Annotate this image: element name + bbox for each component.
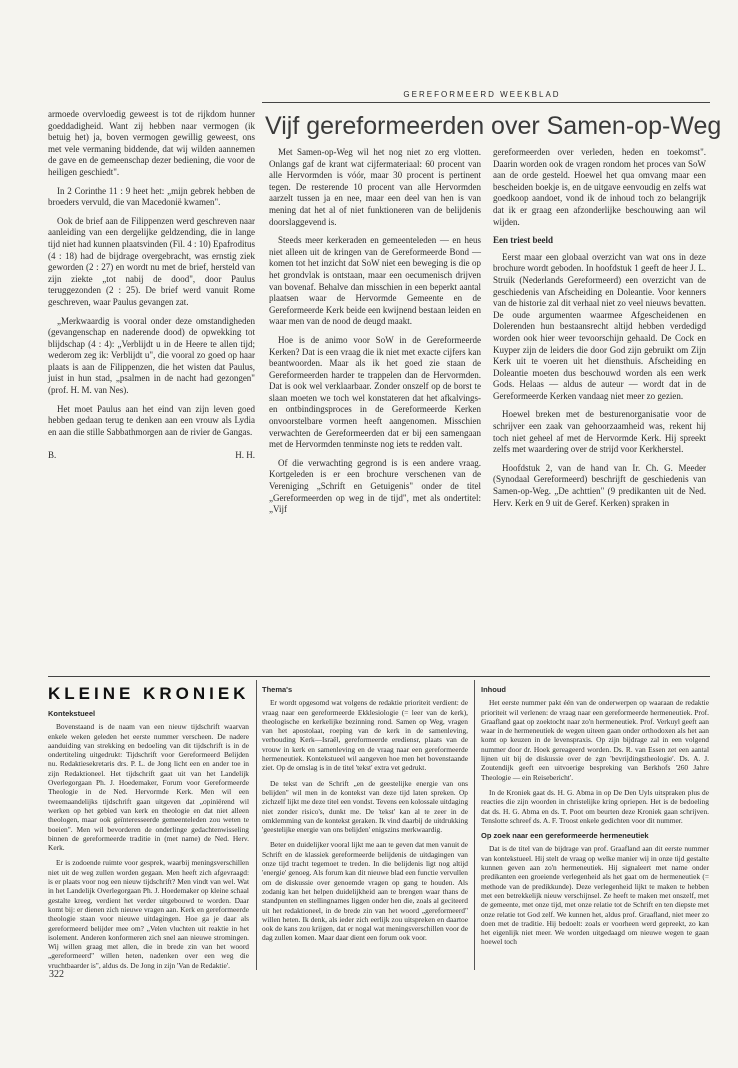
signature	[48, 450, 255, 462]
article-column-2	[493, 147, 706, 516]
paragraph: Met Samen-op-Weg wil het nog niet zo erg vlotten. Onlangs gaf de krant wat cijfermateriaal: 60 procent van alle Hervormden is vóór, maar 30 procent is pertinent tegen. De resterende 10 procent van alle Hervormden aarzelt tussen ja en nee, maar een deel van hen is van mening dat het al of niet funktioneren van de belijdenis doorslaggevend is.	[269, 147, 481, 227]
paragraph: Steeds meer kerkeraden en gemeenteleden — en heus niet alleen uit de kringen van de Gereformeerde Bond — komen tot het inzicht dat SoW niet een beweging is die op het grondvlak is ontstaan, maar een oecumenisch drijven van bovenaf. Behalve dan misschien in een beperkt aantal plaatsen waar de Hervormde Gemeente en de Gereformeerde Kerk beide een kwijnend bestaan leiden en waar men van de nood de deugd maakt.	[269, 235, 481, 327]
page-number: 322	[49, 969, 64, 980]
paragraph: Of die verwachting gegrond is is een andere vraag. Kortgeleden is er een brochure verschenen van de Vereniging „Schrift en Getuigenis" onder de titel „Gereformeerden op weg in de tijd", met als ondertitel: „Vijf	[269, 457, 481, 515]
column-rule	[256, 680, 257, 970]
paragraph: Er is zodoende ruimte voor gesprek, waarbij meningsverschillen niet uit de weg zullen worden gegaan. Men heeft zich afgevraagd: is er plaats voor nog een nieuw tijdschrift? Men vindt van wel. Wat in het Landelijk Overlegorgaan Ph. J. Hoedemaker op kleine schaal gestalte kreeg, verdient het verder uitgebouwd te worden. Daar komt bij: er dienen zich nieuwe vragen aan. Kerk en gereformeerde theologie staan voor nieuwe uitdagingen. Hoe ga je daar als gereformeerd belijder mee om? „Velen vluchten uit reaktie in het isolement. Anderen konformeren zich snel aan nieuwe stromingen. Wij willen graag met allen, die in brede zin van het woord „gereformeerd" willen heten, nadenken over een weg die vruchtbaarder is", aldus ds. De Jong in zijn 'Van de Redaktie'.	[48, 858, 249, 970]
article-column-1	[269, 147, 481, 523]
paragraph: Het moet Paulus aan het eind van zijn leven goed hebben gedaan terug te denken aan een vrouw als Lydia en aan die stille Sabbathmorgen aan de rivier de Gangas.	[48, 403, 255, 437]
left-column	[48, 109, 255, 462]
signature-right: H. H.	[235, 450, 255, 461]
kroniek-heading: Inhoud	[481, 685, 506, 694]
column-rule	[474, 680, 475, 970]
section-rule	[48, 676, 710, 677]
kroniek-title: KLEINE KRONIEK	[48, 684, 250, 703]
kroniek-column-3	[481, 682, 709, 953]
paragraph: In de Kroniek gaat ds. H. G. Abma in op De Den Uyls uitspraken plus de reacties die zijn woorden in christelijke kring opriepen. Het is de bedoeling dat ds. H. G. Abma en ds. T. Poot om beurten deze Kroniek gaan schrijven. Tenslotte schreef ds. A. F. Troost enkele gedichten voor dit nummer.	[481, 787, 709, 825]
article-title: Vijf gereformeerden over Samen-op-Weg	[265, 112, 722, 140]
kroniek-heading: Op zoek naar een gereformeerde hermeneutiek	[481, 831, 649, 841]
kroniek-column-1	[48, 706, 249, 976]
paragraph: Bovenstaand is de naam van een nieuw tijdschrift waarvan enkele weken geleden het eerste nummer verscheen. De nadere aanduiding van strekking en bedoeling van dit tijdschrift is in de ondertiteling uitgedrukt: Tijdschrift voor Gereformeerd Belijden nu. Redaktiesekretaris drs. P. L. de Jong licht een en ander toe in zijn Redaktioneel. Het tijdschrift gaat uit van het Landelijk Overlegorgaan Ph. J. Hoedemaker, Forum voor Gereformeerde Theologie in de Ned. Hervormde Kerk. Men wil een tweemaandelijks tijdschrift gaan uitgeven dat „opiniërend wil werken op het gebied van kerk en theologie en dat niet alleen theologen, maar ook geïnteresseerde gemeenteleden zou weten te boeien". Men wil bevorderen de onderlinge gedachtenwisseling binnen de gereformeerde traditie in (met name) de Ned. Herv. Kerk.	[48, 722, 249, 853]
paragraph: Dat is de titel van de bijdrage van prof. Graafland aan dit eerste nummer van kontekstueel. Hij stelt de vraag op welke manier wij in onze tijd gestalte kunnen geven aan zo'n hermeneutiek. Hij signaleert met name onder predikanten een groeiende verlegenheid als het gaat om de hermeneutiek (= methode van de predikkunde). Deze verlegenheid lijkt te maken te hebben met een betrekkelijk nieuw verschijnsel. Ze heeft te maken met onszelf, met de gemeente, met onze tijd, met onze relatie tot de Schrift en ten diepste met onze relatie tot God zelf. We kunnen het, aldus prof. Graafland, niet meer zo doen met de traditie. Hij bedoelt: zoals er voorheen werd gepreekt, zo kan het eigenlijk niet meer. We worden uitgedaagd om nieuwe wegen te gaan hoewel toch	[481, 844, 709, 947]
header-rule	[262, 102, 710, 103]
paragraph: Beter en duidelijker vooral lijkt me aan te geven dat men vanuit de Schrift en de klassiek gereformeerde belijdenis de uitdagingen van onze tijd tracht tegemoet te treden. In die belijdenis ligt nog altijd 'energie' genoeg. Als forum kan dit nieuwe blad een functie vervullen om de diskussie over genoemde vragen op gang te houden. Als zodanig kan het helpen duidelijkheid aan te brengen waar thans de standpunten en stellingnames liggen onder hen die, zoals al geciteerd uit het redaktioneel, in de brede zin van het woord „gereformeerd" willen heten. Ik denk, als ieder zich eerlijk zou uitspreken en daartoe ook de kans zou krijgen, dat er nogal wat meningsverschillen voor de dag zullen komen. Maar daar dient een forum ook voor.	[262, 840, 468, 943]
paragraph: armoede overvloedig geweest is tot de rijkdom hunner goeddadigheid. Want zij hebben naar vermogen (ik betuig het) ja, boven vermogen gewillig geweest, ons met vele vermaning biddende, dat wij wilden aannemen de gave en de gemeenschap dezer bediening, die voor de heiligen geschiedt".	[48, 109, 255, 177]
paragraph: Eerst maar een globaal overzicht van wat ons in deze brochure wordt geboden. In hoofdstuk 1 geeft de heer J. L. Struik (Nederlands Gereformeerd) een overzicht van de geschiedenis van Afscheiding en Doleantie. Voor kenners van de historie zal dit verhaal niet zo veel nieuws bevatten. De oude argumenten waarmee Afgescheidenen en Dolerenden hun bestaansrecht altijd hebben verdedigd worden ook hier weer tevoorschijn gehaald. De Cock en Kuyper zijn de leiders die door God zijn gebruikt om Zijn Kerk uit te voeren uit het diensthuis. Afscheiding en Doleantie moeten dus beschouwd worden als een werk Gods. Helaas — aldus de auteur — wordt dat in de Gereformeerde Kerken vandaag niet meer zo gezien.	[493, 251, 706, 401]
paragraph: Hoe is de animo voor SoW in de Gereformeerde Kerken? Dat is een vraag die ik niet met exacte cijfers kan beantwoorden. Maar als ik het goed zie staan de Gereformeerden harder te trappelen dan de Hervormden. Dat is ook wel verklaarbaar. Zonder onszelf op de borst te slaan moeten we toch wel konstateren dat het afkalvings- en ontbindingsproces in de Gereformeerde Kerken onvoorstelbare vormen heeft aangenomen. Misschien verwachten de Gereformeerden dat er bij een samengaan met de Hervormden tenminste nog iets te redden valt.	[269, 334, 481, 450]
kroniek-heading: Thema's	[262, 685, 293, 694]
paragraph: „Merkwaardig is vooral onder deze omstandigheden (gevangenschap en naderende dood) de opwekking tot blijdschap (4 : 4): „Verblijdt u in de Heere te allen tijd; wederom zeg ik: Verblijdt u", die vooral zo goed op haar plaats is aan de Filippenzen, die het wisten dat Paulus, juist in hun stad, „psalmen in de nacht had gezongen" (prof. H. M. van Nes).	[48, 315, 255, 396]
paragraph: In 2 Corinthe 11 : 9 heet het: „mijn gebrek hebben de broeders vervuld, die van Macedonië kwamen".	[48, 185, 255, 208]
paragraph: De tekst van de Schrift „en de geestelijke energie van ons belijden" wil men in de kontekst van deze tijd laten spreken. Op zichzelf lijkt me deze titel een vondst. Tevens een kolossale uitdaging niet zonder risico's, dunkt me. De 'tekst' kan al te zeer in de omklemming van de kontekst geraken. Ik vind daarbij de uitdrukking 'geestelijke energie van ons belijden' enigszins merkwaardig.	[262, 778, 469, 835]
signature-left: B.	[48, 450, 57, 461]
kroniek-heading: Kontekstueel	[48, 709, 96, 718]
paragraph: Hoewel breken met de besturenorganisatie voor de schrijver een zaak van gehoorzaamheid was, rekent hij toch niet geheel af met de Hervormde Kerk. Hij spreekt zelfs met waardering over de strijd voor Kerkherstel.	[493, 409, 706, 455]
paragraph: Er wordt opgesomd wat volgens de redaktie prioriteit verdient: de vraag naar een gereformeerde Ekklesiologie (= leer van de kerk), theologische en kerkelijke bezinning rond. Samen op Weg, vragen van het apostolaat, roeping van de kerk in de samenleving, verhouding Kerk—Israël, gereformeerde erediensr, plaats van de vrouw in kerk en samenleving en de vraag naar een gereformeerde hermeneutiek. Kontekstueel wil aangeven hoe men het bovenstaande ziet. Op de omslag is in de titel 'tekst' extra vet gedrukt.	[262, 698, 468, 773]
paragraph: Hoofdstuk 2, van de hand van Ir. Ch. G. Meeder (Synodaal Gereformeerd) beschrijft de geschiedenis van Samen-op-Weg. „De achttien" (9 predikanten uit de Ned. Herv. Kerk en 9 uit de Geref. Kerken) spraken in	[493, 462, 706, 508]
running-header: GEREFORMEERD WEEKBLAD	[403, 90, 561, 99]
kroniek-column-2	[262, 682, 468, 949]
paragraph: Het eerste nummer pakt één van de onderwerpen op waaraan de redaktie prioriteit wil verlenen: de vraag naar een gereformeerde hermeneutiek. Prof. Graafland gaat op zoektocht naar zo'n hermeneutiek. Prof. Verkuyl geeft aan waar in de hermeneutiek de wegen uiteen gaan onder orthodoxen als het aan komt op keuzen in de levenspraxis. Op zijn bijdrage zal in een volgend nummer door dr. Hoek gereageerd worden. Ds. R. van Essen zet een aantal lijnen uit bij de diskussie over de zgn 'bevrijdingstheologie'. Ds. A. J. Zoutendijk geeft een uitvoerige bespreking van Berkhofs '260 Jahre Theologie — ein Reisebericht'.	[481, 698, 709, 782]
subheading: Een triest beeld	[493, 235, 553, 246]
paragraph: gereformeerden over verleden, heden en toekomst". Daarin worden ook de vragen rondom het proces van SoW aan de orde gesteld. Hoewel het qua omvang maar een bescheiden boekje is, en de uitgave eenvoudig en zelfs wat goedkoop aandoet, vond ik de inhoud toch zo belangrijk dat ik er graag een afzonderlijke beschouwing aan wil wijden.	[493, 147, 706, 227]
paragraph: Ook de brief aan de Filippenzen werd geschreven naar aanleiding van een dergelijke geldzending, die in lange tijd niet had kunnen plaatsvinden (Fil. 4 : 10) Epafroditus (4 : 18) had de bijdrage overgebracht, was ernstig ziek geworden (2 : 27) en wordt nu met de brief, hersteld van zijn ziekte „tot nabij de dood", door Paulus teruggezonden (2 : 25). De brief werd vanuit Rome geschreven, waar Paulus gevangen zat.	[48, 215, 255, 307]
